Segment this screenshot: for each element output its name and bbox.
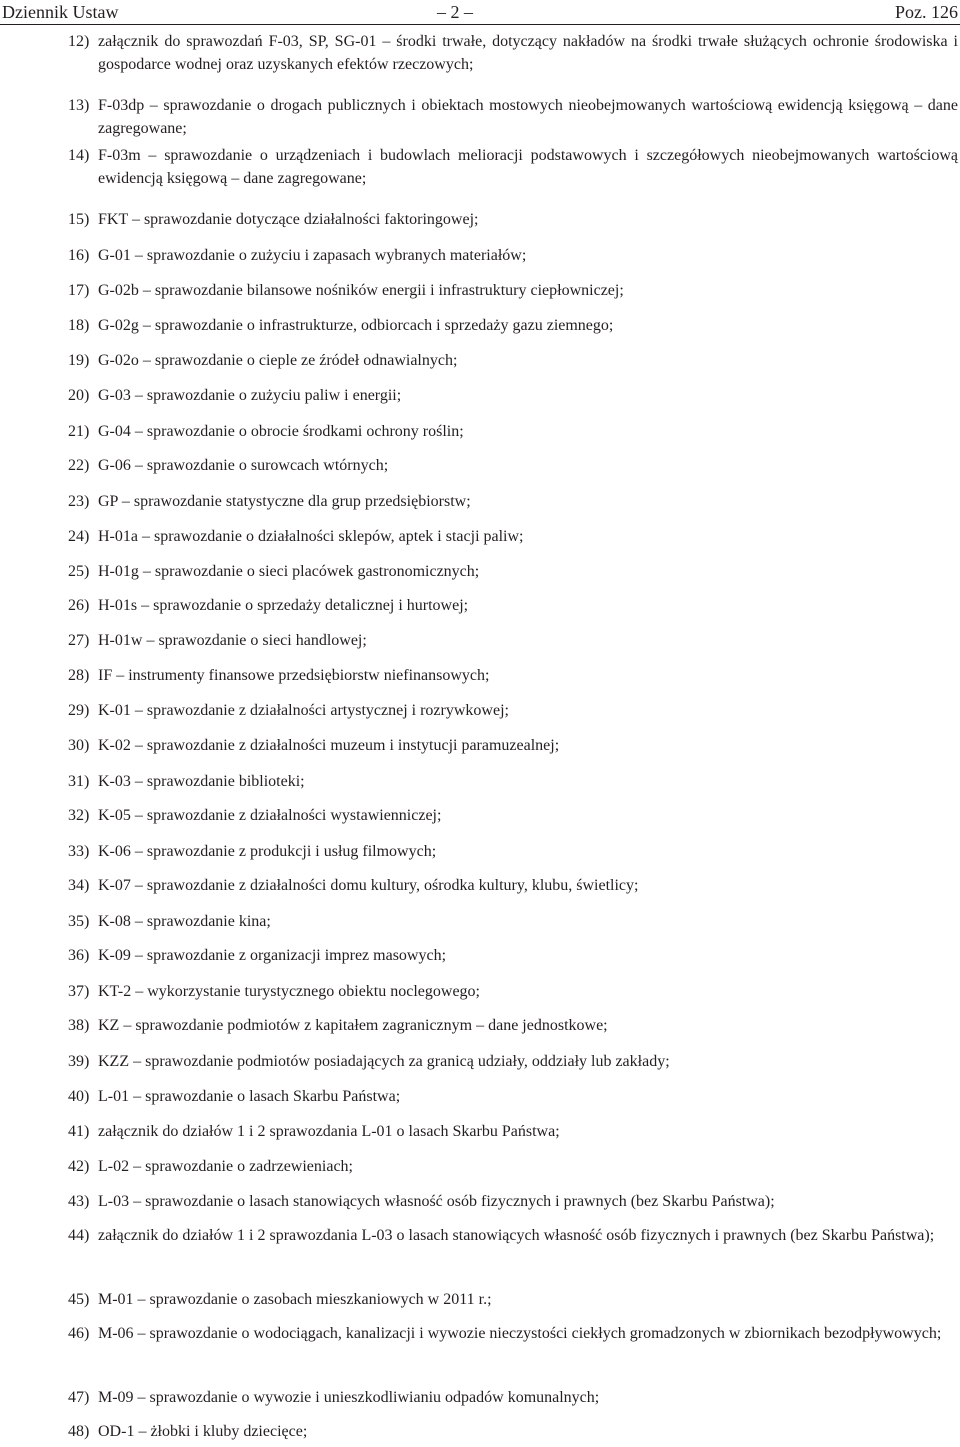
item-number: 41) <box>68 1123 90 1140</box>
item-number: 23) <box>68 493 90 510</box>
item-text: załącznik do sprawozdań F-03, SP, SG-01 – środki trwałe, dotyczący nakładów na środki trwałe służących ochronie środowiska i gospodarce wodnej oraz uzyskanych efektów rzeczowych; <box>98 33 958 73</box>
item-text: załącznik do działów 1 i 2 sprawozdania L-03 o lasach stanowiących własność osób fizycznych i prawnych (bez Skarbu Państwa); <box>98 1227 935 1244</box>
list-item <box>0 384 960 407</box>
item-number: 17) <box>68 282 90 299</box>
item-text: OD-1 – żłobki i kluby dziecięce; <box>98 1423 308 1440</box>
list-item <box>0 1224 960 1247</box>
item-text: H-01s – sprawozdanie o sprzedaży detalicznej i hurtowej; <box>98 597 469 614</box>
item-text: F-03m – sprawozdanie o urządzeniach i budowlach melioracji podstawowych i szczegółowych nieobejmowanych wartościową ewidencją księgową – dane zagregowane; <box>98 147 958 187</box>
item-number: 46) <box>68 1325 90 1342</box>
list-item <box>0 490 960 513</box>
item-number: 24) <box>68 528 90 545</box>
list-item <box>0 804 960 827</box>
list-item <box>0 30 960 76</box>
item-text: FKT – sprawozdanie dotyczące działalności faktoringowej; <box>98 211 479 228</box>
item-text: L-03 – sprawozdanie o lasach stanowiących własność osób fizycznych i prawnych (bez Skarbu Państwa); <box>98 1193 775 1210</box>
item-number: 25) <box>68 563 90 580</box>
item-number: 43) <box>68 1193 90 1210</box>
item-number: 27) <box>68 632 90 649</box>
list-item <box>0 349 960 372</box>
item-text: L-01 – sprawozdanie o lasach Skarbu Państwa; <box>98 1088 401 1105</box>
item-number: 40) <box>68 1088 90 1105</box>
list-item <box>0 699 960 722</box>
list-item <box>0 629 960 652</box>
item-number: 21) <box>68 423 90 440</box>
item-text: K-06 – sprawozdanie z produkcji i usług filmowych; <box>98 843 437 860</box>
item-text: H-01g – sprawozdanie o sieci placówek gastronomicznych; <box>98 563 480 580</box>
list-item <box>0 874 960 897</box>
list-item <box>0 1085 960 1108</box>
item-number: 30) <box>68 737 90 754</box>
page-header <box>0 0 960 24</box>
item-text: K-02 – sprawozdanie z działalności muzeum i instytucji paramuzealnej; <box>98 737 560 754</box>
list-item <box>0 1155 960 1178</box>
item-number: 16) <box>68 247 90 264</box>
item-text: L-02 – sprawozdanie o zadrzewieniach; <box>98 1158 353 1175</box>
item-text: H-01a – sprawozdanie o działalności sklepów, aptek i stacji paliw; <box>98 528 524 545</box>
item-number: 20) <box>68 387 90 404</box>
item-text: M-09 – sprawozdanie o wywozie i unieszkodliwianiu odpadów komunalnych; <box>98 1389 600 1406</box>
list-item <box>0 1288 960 1311</box>
item-number: 26) <box>68 597 90 614</box>
list-item <box>0 594 960 617</box>
list-item <box>0 980 960 1003</box>
item-number: 15) <box>68 211 90 228</box>
list-item <box>0 944 960 967</box>
list-item <box>0 1386 960 1409</box>
list-item <box>0 1322 960 1345</box>
item-text: F-03dp – sprawozdanie o drogach publicznych i obiektach mostowych nieobejmowanych wartościową ewidencją księgową – dane zagregowane; <box>98 97 958 137</box>
item-number: 35) <box>68 913 90 930</box>
list-item <box>0 279 960 302</box>
item-text: KT-2 – wykorzystanie turystycznego obiektu noclegowego; <box>98 983 480 1000</box>
item-text: G-01 – sprawozdanie o zużyciu i zapasach wybranych materiałów; <box>98 247 527 264</box>
item-number: 14) <box>68 147 90 164</box>
item-text: M-06 – sprawozdanie o wodociągach, kanalizacji i wywozie nieczystości ciekłych gromadzonych w zbiornikach bezodpływowych; <box>98 1325 942 1342</box>
list-item <box>0 1120 960 1143</box>
list-item <box>0 1190 960 1213</box>
item-text: załącznik do działów 1 i 2 sprawozdania L-01 o lasach Skarbu Państwa; <box>98 1123 560 1140</box>
list-item <box>0 664 960 687</box>
item-text: KZ – sprawozdanie podmiotów z kapitałem zagranicznym – dane jednostkowe; <box>98 1017 608 1034</box>
item-number: 31) <box>68 773 90 790</box>
list-item <box>0 94 960 140</box>
list-item <box>0 734 960 757</box>
item-text: G-04 – sprawozdanie o obrocie środkami ochrony roślin; <box>98 423 464 440</box>
list-item <box>0 1050 960 1073</box>
item-text: GP – sprawozdanie statystyczne dla grup przedsiębiorstw; <box>98 493 471 510</box>
list-item <box>0 454 960 477</box>
item-number: 12) <box>68 33 90 50</box>
item-text: K-09 – sprawozdanie z organizacji imprez masowych; <box>98 947 447 964</box>
item-number: 42) <box>68 1158 90 1175</box>
list-item <box>0 420 960 443</box>
item-number: 44) <box>68 1227 90 1244</box>
list-item <box>0 144 960 190</box>
item-text: K-05 – sprawozdanie z działalności wystawienniczej; <box>98 807 442 824</box>
item-number: 18) <box>68 317 90 334</box>
list-item <box>0 525 960 548</box>
header-divider <box>0 24 960 25</box>
list-item <box>0 208 960 231</box>
item-number: 36) <box>68 947 90 964</box>
list-item <box>0 910 960 933</box>
list-item <box>0 770 960 793</box>
item-text: G-02g – sprawozdanie o infrastrukturze, odbiorcach i sprzedaży gazu ziemnego; <box>98 317 614 334</box>
item-text: G-06 – sprawozdanie o surowcach wtórnych; <box>98 457 389 474</box>
item-text: K-01 – sprawozdanie z działalności artystycznej i rozrywkowej; <box>98 702 509 719</box>
item-text: G-02b – sprawozdanie bilansowe nośników energii i infrastruktury ciepłowniczej; <box>98 282 624 299</box>
item-number: 39) <box>68 1053 90 1070</box>
item-number: 33) <box>68 843 90 860</box>
item-number: 47) <box>68 1389 90 1406</box>
item-text: KZZ – sprawozdanie podmiotów posiadających za granicą udziały, oddziały lub zakłady; <box>98 1053 670 1070</box>
item-number: 34) <box>68 877 90 894</box>
item-number: 37) <box>68 983 90 1000</box>
list-item <box>0 244 960 267</box>
item-number: 29) <box>68 702 90 719</box>
list-item <box>0 314 960 337</box>
item-number: 48) <box>68 1423 90 1440</box>
item-text: M-01 – sprawozdanie o zasobach mieszkaniowych w 2011 r.; <box>98 1291 492 1308</box>
item-number: 22) <box>68 457 90 474</box>
journal-title: Dziennik Ustaw <box>2 2 119 22</box>
item-number: 28) <box>68 667 90 684</box>
item-number: 38) <box>68 1017 90 1034</box>
item-text: K-03 – sprawozdanie biblioteki; <box>98 773 305 790</box>
item-text: G-03 – sprawozdanie o zużyciu paliw i energii; <box>98 387 402 404</box>
item-number: 19) <box>68 352 90 369</box>
item-text: K-08 – sprawozdanie kina; <box>98 913 271 930</box>
page-number: – 2 – <box>437 2 473 22</box>
item-text: H-01w – sprawozdanie o sieci handlowej; <box>98 632 367 649</box>
item-text: G-02o – sprawozdanie o cieple ze źródeł odnawialnych; <box>98 352 458 369</box>
list-item <box>0 560 960 583</box>
list-item <box>0 1014 960 1037</box>
item-text: IF – instrumenty finansowe przedsiębiorstw niefinansowych; <box>98 667 490 684</box>
item-number: 45) <box>68 1291 90 1308</box>
item-number: 32) <box>68 807 90 824</box>
item-number: 13) <box>68 97 90 114</box>
list-item <box>0 1420 960 1443</box>
item-text: K-07 – sprawozdanie z działalności domu kultury, ośrodka kultury, klubu, świetlicy; <box>98 877 639 894</box>
list-item <box>0 840 960 863</box>
position-number: Poz. 126 <box>895 2 958 22</box>
